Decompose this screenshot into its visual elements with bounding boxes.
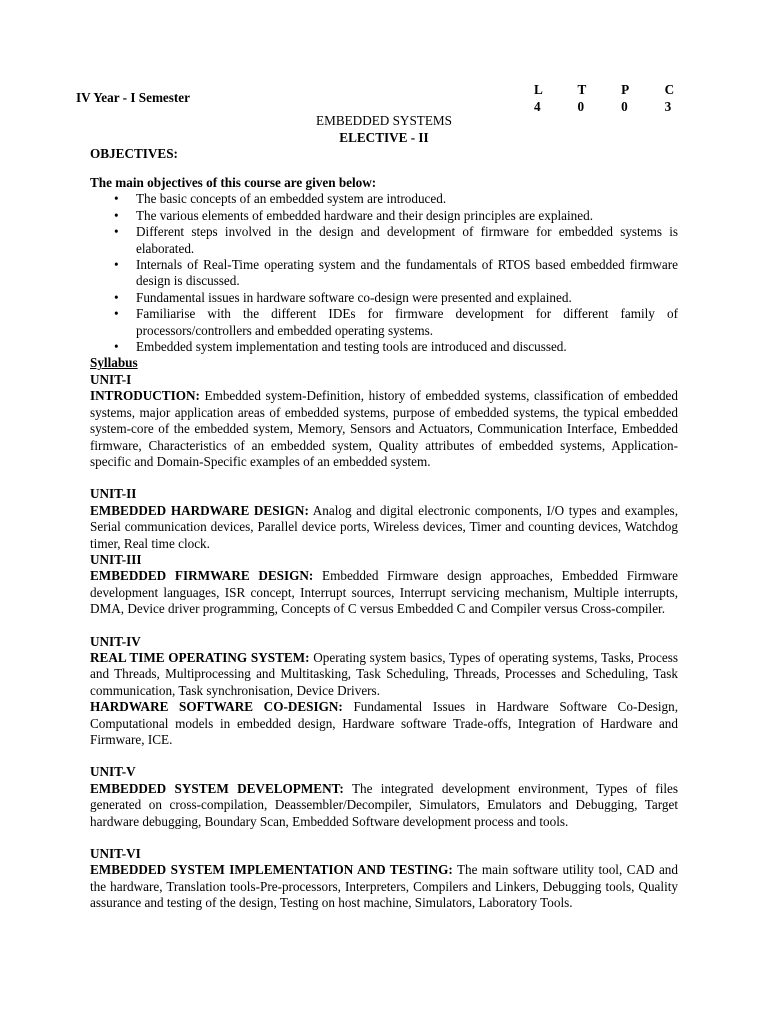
unit-body-text: Operating system basics, Types of operating systems, Tasks, Process and Threads, Multiprocessing and Multitasking, Task Scheduling, Threads, Processes and Scheduling, Task communication, Task synchronisation, Device Drivers. xyxy=(90,649,678,698)
unit-description xyxy=(90,781,678,830)
objectives-intro: The main objectives of this course are given below: xyxy=(90,175,377,190)
ltpc-labels-row xyxy=(534,82,684,99)
bullet-icon: • xyxy=(114,339,119,355)
ltpc-label-t: T xyxy=(577,82,587,97)
objective-text: Fundamental issues in hardware software co-design were presented and explained. xyxy=(136,289,572,305)
unit-heading: UNIT-IV xyxy=(90,633,141,649)
unit-description xyxy=(90,388,678,470)
unit-heading: UNIT-VI xyxy=(90,846,141,862)
course-subtitle: ELECTIVE - II xyxy=(339,130,429,145)
ltpc-table xyxy=(534,82,684,116)
ltpc-value-t: 0 xyxy=(577,99,585,114)
spacer xyxy=(90,618,678,634)
course-title: EMBEDDED SYSTEMS xyxy=(316,113,452,128)
unit-body-text: Fundamental Issues in Hardware Software Co-Design, Computational models in embedded design, Hardware software Trade-offs, Integration of Hardware and Firmware, ICE. xyxy=(90,699,678,747)
spacer xyxy=(90,470,678,486)
unit-body-text: The integrated development environment, Types of files generated on cross-compilation, Deassembler/Decompiler, Simulators, Emulators and Debugging, Target hardware debugging, Boundary Scan, Embedded Software development process and tools. xyxy=(90,780,679,829)
syllabus-heading: Syllabus xyxy=(90,355,138,371)
ltpc-label-c: C xyxy=(664,82,675,97)
ltpc-value-c: 3 xyxy=(664,99,672,114)
unit-heading: UNIT-I xyxy=(90,371,132,387)
list-item xyxy=(90,208,678,224)
unit-description-secondary xyxy=(90,699,678,748)
list-item xyxy=(90,290,678,306)
list-item xyxy=(90,224,678,257)
document-page xyxy=(76,0,679,1024)
unit-description xyxy=(90,862,678,911)
unit-body-text: Analog and digital electronic components, I/O types and examples, Serial communication devices, Parallel device ports, Wireless devices, Timer and counting devices, Watchdog timer, Real time clock. xyxy=(90,502,678,551)
unit-heading: UNIT-V xyxy=(90,764,136,780)
objective-text: Embedded system implementation and testing tools are introduced and discussed. xyxy=(136,339,567,355)
objectives-list xyxy=(90,191,678,355)
unit-topic: REAL TIME OPERATING SYSTEM: xyxy=(90,649,310,665)
ltpc-value-p: 0 xyxy=(621,99,628,114)
objective-text: Internals of Real-Time operating system and the fundamentals of RTOS based embedded firmware design is discussed. xyxy=(136,257,678,289)
unit-topic: EMBEDDED HARDWARE DESIGN: xyxy=(90,502,309,518)
bullet-icon: • xyxy=(114,191,119,207)
unit-topic: HARDWARE SOFTWARE CO-DESIGN: xyxy=(90,699,343,715)
bullet-icon: • xyxy=(114,224,119,240)
ltpc-value-l: 4 xyxy=(534,99,541,114)
unit-description xyxy=(90,650,678,699)
spacer xyxy=(90,748,678,764)
objective-text: Familiarise with the different IDEs for firmware development for different family of processors/controllers and embedded operating systems. xyxy=(136,306,678,338)
unit-topic: INTRODUCTION: xyxy=(90,388,200,404)
bullet-icon: • xyxy=(114,257,119,273)
bullet-icon: • xyxy=(114,306,119,322)
unit-topic: EMBEDDED SYSTEM DEVELOPMENT: xyxy=(90,780,344,796)
course-title-block xyxy=(90,113,678,147)
unit-body-text: The main software utility tool, CAD and the hardware, Translation tools-Pre-processors, Interpreters, Compilers and Linkers, Debugging tools, Quality assurance and testing of the design, Testing on host machine, Simulators, Laboratory Tools. xyxy=(90,862,678,911)
unit-description xyxy=(90,568,678,617)
year-semester: IV Year - I Semester xyxy=(76,90,191,105)
objective-text: Different steps involved in the design and development of firmware for embedded systems is elaborated. xyxy=(136,224,678,256)
unit-heading: UNIT-II xyxy=(90,486,137,502)
list-item xyxy=(90,306,678,339)
ltpc-label-p: P xyxy=(621,82,630,97)
bullet-icon: • xyxy=(114,289,119,305)
list-item xyxy=(90,191,678,207)
list-item xyxy=(90,339,678,355)
main-content xyxy=(90,175,678,912)
objective-text: The basic concepts of an embedded system are introduced. xyxy=(136,191,447,207)
list-item xyxy=(90,257,678,290)
ltpc-label-l: L xyxy=(534,82,543,97)
unit-description xyxy=(90,503,678,552)
objective-text: The various elements of embedded hardware and their design principles are explained. xyxy=(136,207,593,223)
unit-topic: EMBEDDED FIRMWARE DESIGN: xyxy=(90,568,314,584)
bullet-icon: • xyxy=(114,207,119,223)
unit-topic: EMBEDDED SYSTEM IMPLEMENTATION AND TESTING: xyxy=(90,862,453,878)
objectives-heading: OBJECTIVES: xyxy=(90,146,178,161)
unit-heading: UNIT-III xyxy=(90,551,142,567)
spacer xyxy=(90,830,678,846)
unit-body-text: Embedded system-Definition, history of embedded systems, classification of embedded systems, major application areas of embedded systems, purpose of embedded systems, the typical embedded system-core of the embedded system, Memory, Sensors and Actuators, Communication Interface, Embedded firmware, Characteristics of an embedded system, Quality attributes of embedded systems, Application-specific and Domain-Specific examples of an embedded system. xyxy=(90,388,678,469)
unit-body-text: Embedded Firmware design approaches, Embedded Firmware development languages, ISR concept, Interrupt sources, Interrupt servicing mechanism, Multiple interrupts, DMA, Device driver programming, Concepts of C versus Embedded C and Compiler versus Cross-compiler. xyxy=(90,568,678,617)
